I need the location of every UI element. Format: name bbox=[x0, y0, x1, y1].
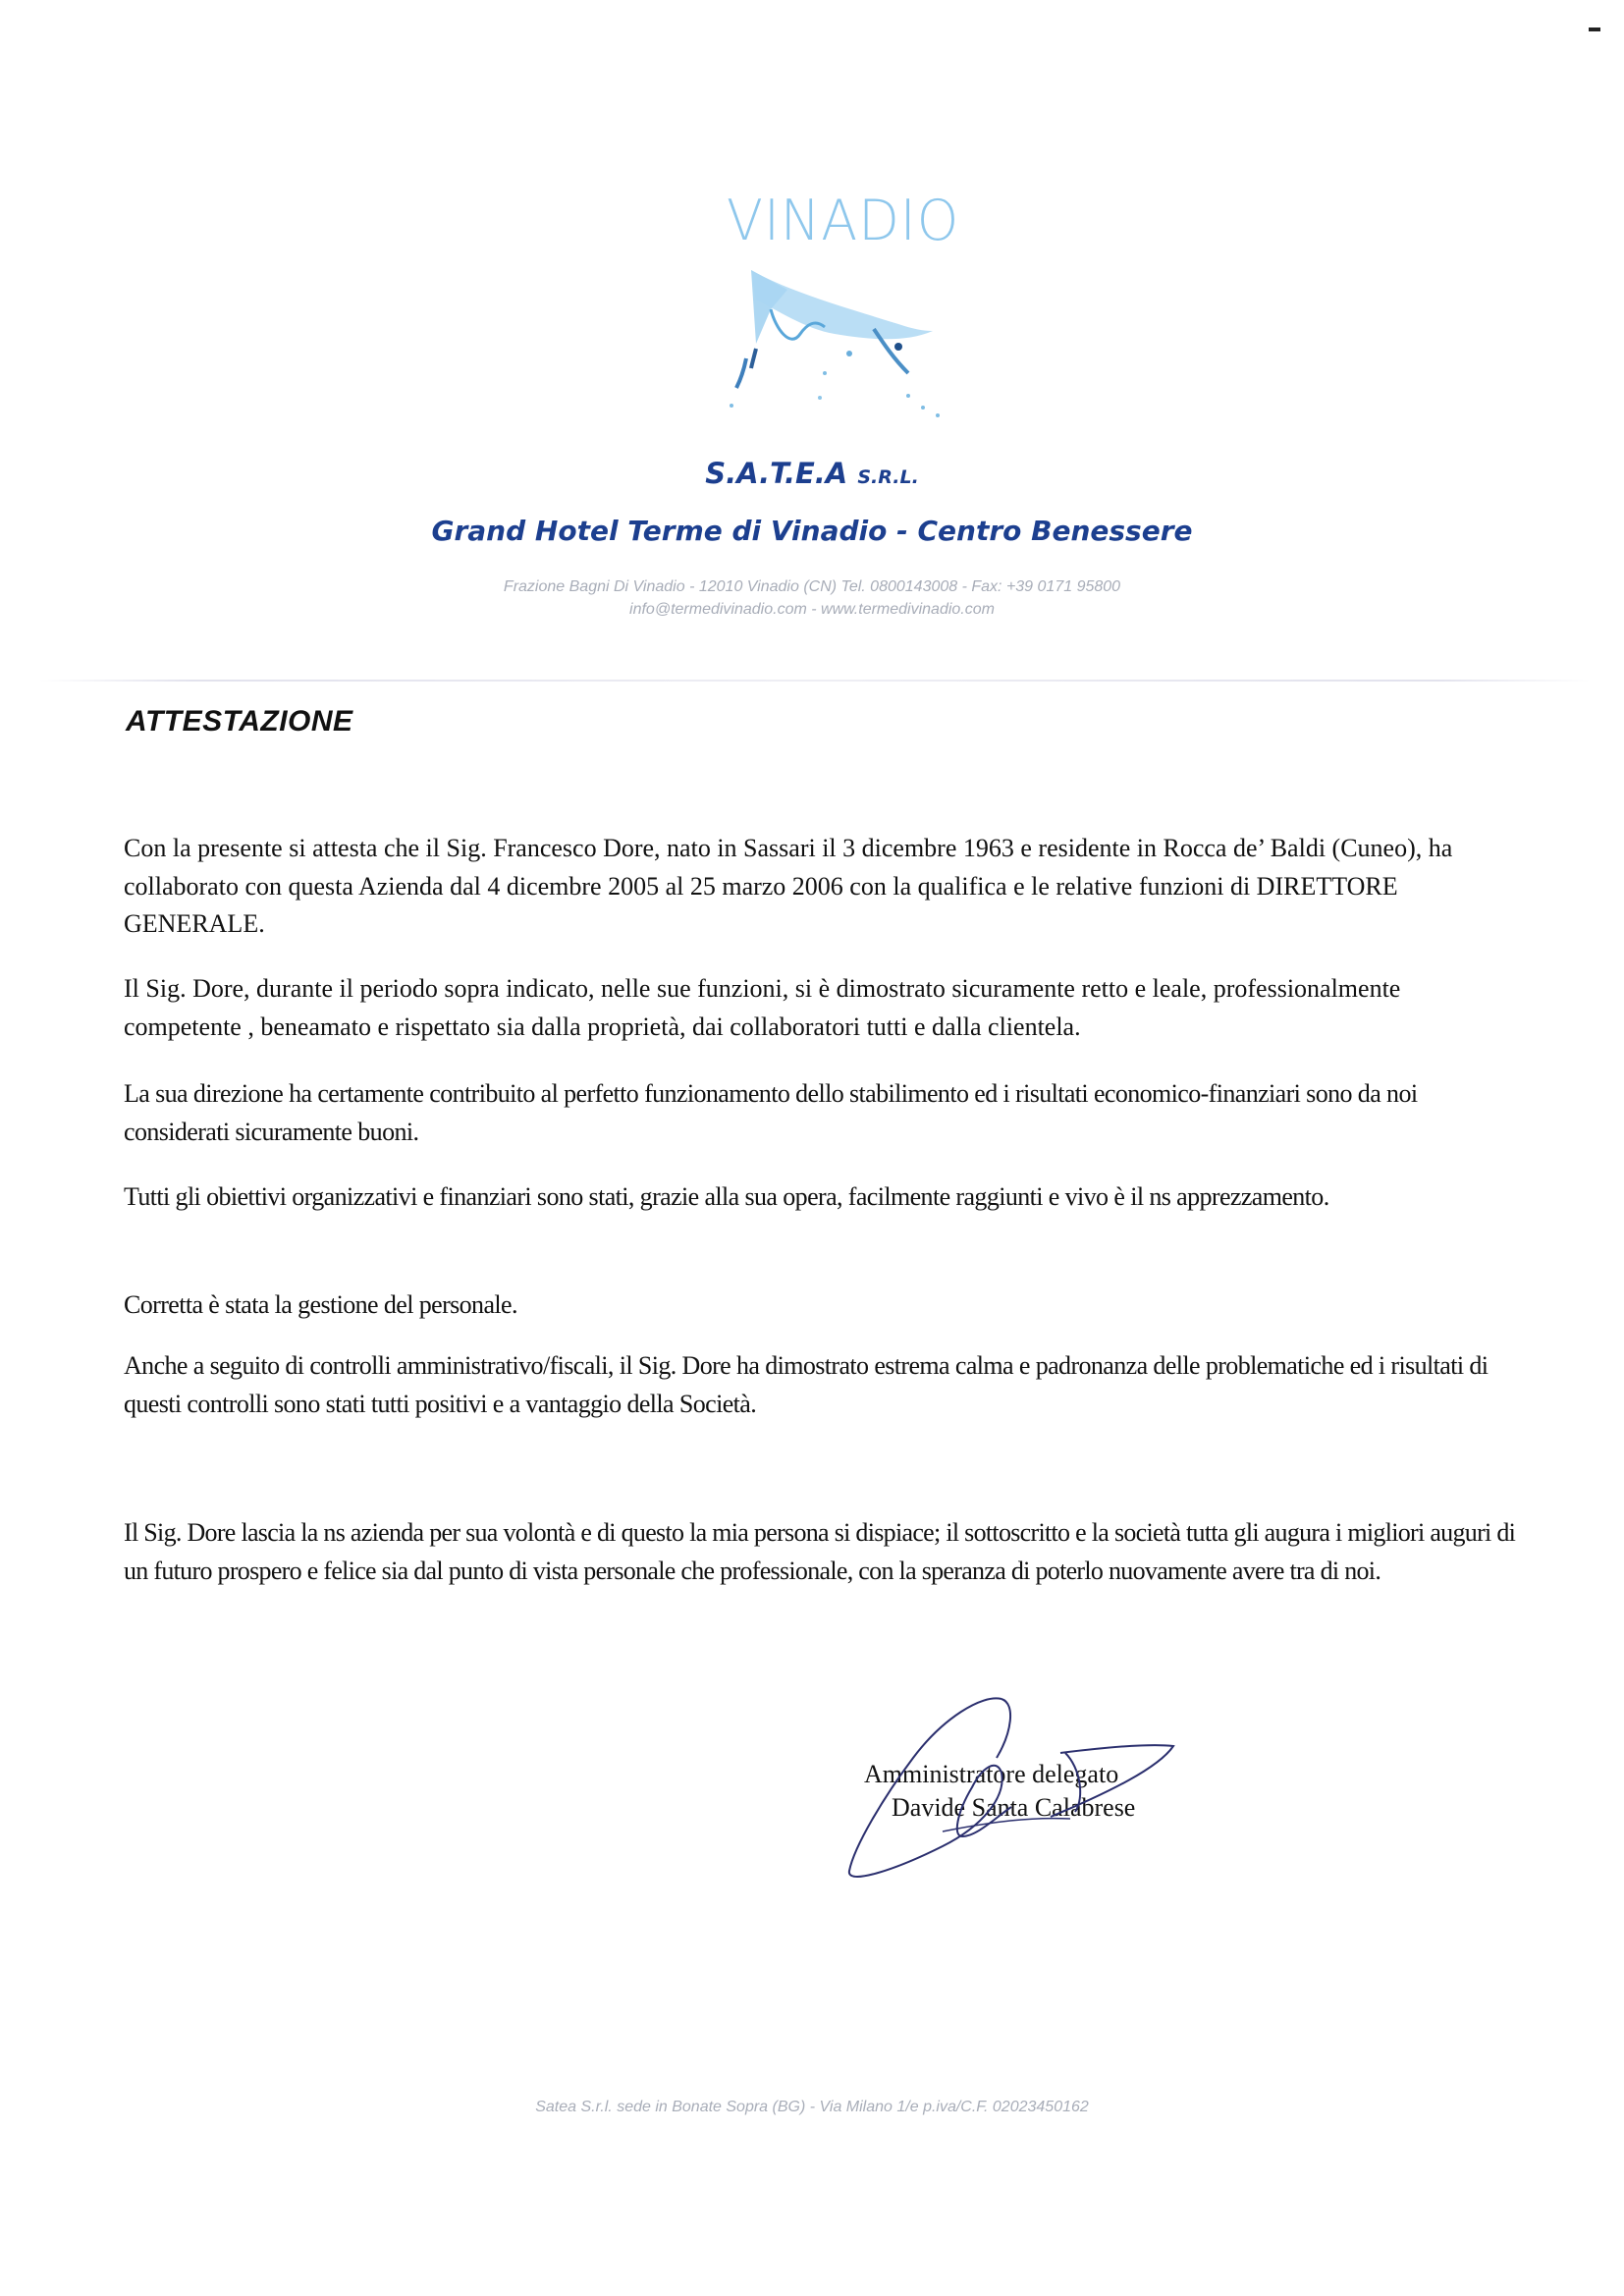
footer-company-info: Satea S.r.l. sede in Bonate Sopra (BG) - Via Milano 1/e p.iva/C.F. 02023450162 bbox=[535, 2099, 1089, 2115]
signatory-role: Amministratore delegato bbox=[864, 1760, 1119, 1788]
paragraph: Corretta è stata la gestione del personale. bbox=[124, 1290, 517, 1319]
company-name-main: S.A.T.E.A bbox=[705, 457, 848, 490]
paragraph: Anche a seguito di controlli amministrativo/fiscali, il Sig. Dore ha dimostrato estrema calma e padronanza delle problematiche ed i risultati di questi controlli sono stati tutti positivi e a vantaggio della Società. bbox=[124, 1351, 1489, 1418]
document-title: ATTESTAZIONE bbox=[126, 705, 353, 738]
signatory-name: Davide Santa Calabrese bbox=[892, 1793, 1136, 1822]
paragraph: Con la presente si attesta che il Sig. Francesco Dore, nato in Sassari il 3 dicembre 1963 e residente in Rocca de’ Baldi (Cuneo), ha collaborato con questa Azienda dal 4 dicembre 2005 al 25 marzo 2006 con la qualifica e le relative funzioni di DIRETTORE GENERALE. bbox=[124, 834, 1453, 938]
scan-mark bbox=[1589, 27, 1600, 31]
paragraph: Il Sig. Dore lascia la ns azienda per sua volontà e di questo la mia persona si dispiace; il sottoscritto e la società tutta gli augura i migliori auguri di un futuro prospero e felice sia dal punto di vista personale che professionale, con la speranza di poterlo nuovamente avere tra di noi. bbox=[124, 1518, 1516, 1585]
water-splash-icon bbox=[727, 250, 962, 427]
company-name bbox=[0, 457, 1624, 490]
signature-block bbox=[864, 1758, 1135, 1825]
company-subtitle: Grand Hotel Terme di Vinadio - Centro Benessere bbox=[431, 515, 1193, 547]
vinadio-logo bbox=[727, 172, 962, 427]
paragraph: La sua direzione ha certamente contribuito al perfetto funzionamento dello stabilimento ed i risultati economico-finanziari sono da noi considerati sicuramente buoni. bbox=[124, 1079, 1418, 1146]
logo-text: VINADIO bbox=[727, 188, 960, 253]
contact-address: Frazione Bagni Di Vinadio - 12010 Vinadio (CN) Tel. 0800143008 - Fax: +39 0171 95800 bbox=[503, 578, 1121, 595]
company-suffix: S.R.L. bbox=[857, 466, 919, 488]
paragraph: Tutti gli obiettivi organizzativi e finanziari sono stati, grazie alla sua opera, facilmente raggiunti e vivo è il ns apprezzamento. bbox=[124, 1182, 1329, 1211]
contact-web: info@termedivinadio.com - www.termedivinadio.com bbox=[629, 601, 995, 618]
paragraph: Il Sig. Dore, durante il periodo sopra indicato, nelle sue funzioni, si è dimostrato sicuramente retto e leale, professionalmente competente , beneamato e rispettato sia dalla proprietà, dai collaboratori tutti e dalla clientela. bbox=[124, 974, 1401, 1041]
header-divider bbox=[39, 680, 1591, 682]
